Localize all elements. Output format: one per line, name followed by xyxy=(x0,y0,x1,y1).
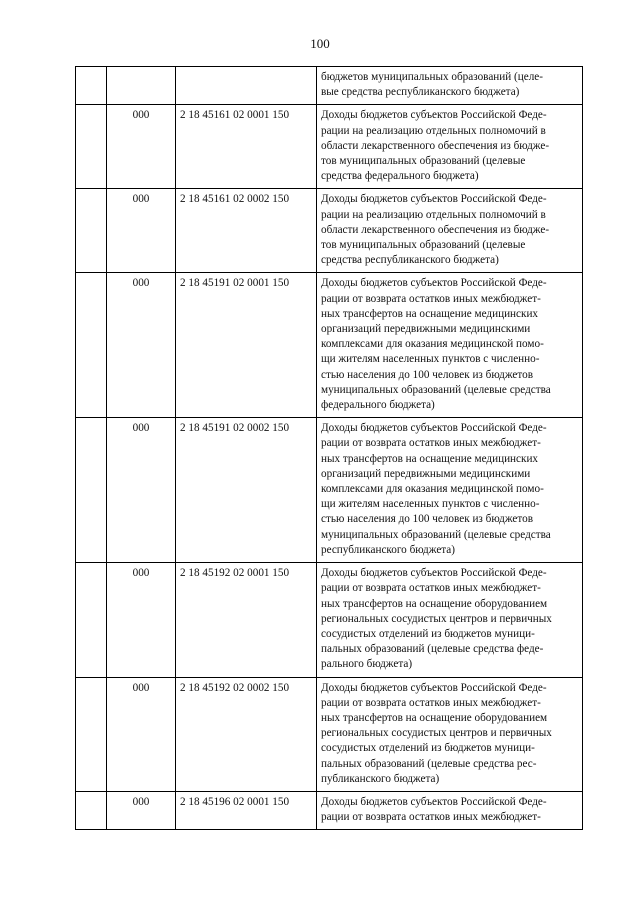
empty-cell xyxy=(76,418,107,563)
description-line: организаций передвижными медицинскими xyxy=(321,323,531,336)
description-cell xyxy=(317,418,583,563)
budget-code-cell: 2 18 45191 02 0002 150 xyxy=(176,418,317,563)
description-line: щи жителям населенных пунктов с численно- xyxy=(321,498,540,511)
budget-code-cell: 2 18 45161 02 0001 150 xyxy=(176,105,317,189)
description-line: рации от возврата остатков иных межбюджет- xyxy=(321,811,541,824)
description-cell xyxy=(317,677,583,791)
description-line: рального бюджета) xyxy=(321,658,413,671)
admin-code-cell: 000 xyxy=(107,105,176,189)
description-line: щи жителям населенных пунктов с численно- xyxy=(321,353,540,366)
description-line: стью населения до 100 человек из бюджетов xyxy=(321,513,533,526)
description-line: региональных сосудистых центров и первичных xyxy=(321,612,552,625)
description-line: тов муниципальных образований (целевые xyxy=(321,239,526,252)
admin-code-cell xyxy=(107,67,176,105)
description-cell xyxy=(317,189,583,273)
description-line: рации на реализацию отдельных полномочий в xyxy=(321,208,546,221)
description-line: пальных образований (целевые средства рес- xyxy=(321,757,537,770)
description-line: рации от возврата остатков иных межбюджет- xyxy=(321,292,541,305)
description-line: сосудистых отделений из бюджетов муници- xyxy=(321,742,535,755)
table-row xyxy=(76,67,583,105)
description-line: пальных образований (целевые средства феде- xyxy=(321,643,544,656)
empty-cell xyxy=(76,67,107,105)
description-line: Доходы бюджетов субъектов Российской Феде- xyxy=(321,567,547,580)
table-row xyxy=(76,105,583,189)
description-line: комплексами для оказания медицинской помо- xyxy=(321,338,544,351)
description-line: муниципальных образований (целевые средства xyxy=(321,528,551,541)
description-line: стью населения до 100 человек из бюджетов xyxy=(321,368,533,381)
table-row xyxy=(76,189,583,273)
description-line: рации на реализацию отдельных полномочий в xyxy=(321,124,546,137)
description-line: ных трансфертов на оснащение медицинских xyxy=(321,307,539,320)
description-line: Доходы бюджетов субъектов Российской Феде- xyxy=(321,193,547,206)
empty-cell xyxy=(76,105,107,189)
description-cell xyxy=(317,563,583,677)
description-cell xyxy=(317,273,583,418)
page-number: 100 xyxy=(310,36,330,51)
admin-code-cell: 000 xyxy=(107,791,176,829)
description-line: области лекарственного обеспечения из бюдже- xyxy=(321,223,550,236)
description-cell xyxy=(317,791,583,829)
description-line: вые средства республиканского бюджета) xyxy=(321,86,520,99)
admin-code-cell: 000 xyxy=(107,563,176,677)
description-line: средства федерального бюджета) xyxy=(321,170,479,183)
description-line: публиканского бюджета) xyxy=(321,772,440,785)
admin-code-cell: 000 xyxy=(107,418,176,563)
description-line: организаций передвижными медицинскими xyxy=(321,467,531,480)
description-line: ных трансфертов на оснащение оборудованием xyxy=(321,711,548,724)
table-row xyxy=(76,791,583,829)
description-line: области лекарственного обеспечения из бюдже- xyxy=(321,139,550,152)
budget-code-cell: 2 18 45192 02 0002 150 xyxy=(176,677,317,791)
admin-code-cell: 000 xyxy=(107,273,176,418)
empty-cell xyxy=(76,563,107,677)
description-line: республиканского бюджета) xyxy=(321,543,456,556)
description-cell xyxy=(317,67,583,105)
budget-code-cell xyxy=(176,67,317,105)
description-line: Доходы бюджетов субъектов Российской Феде- xyxy=(321,795,547,808)
description-line: сосудистых отделений из бюджетов муници- xyxy=(321,627,535,640)
description-line: Доходы бюджетов субъектов Российской Феде- xyxy=(321,422,547,435)
description-line: федерального бюджета) xyxy=(321,399,435,412)
description-line: тов муниципальных образований (целевые xyxy=(321,155,526,168)
table-row xyxy=(76,563,583,677)
empty-cell xyxy=(76,791,107,829)
description-line: муниципальных образований (целевые средства xyxy=(321,383,551,396)
description-line: Доходы бюджетов субъектов Российской Феде- xyxy=(321,681,547,694)
admin-code-cell: 000 xyxy=(107,677,176,791)
admin-code-cell: 000 xyxy=(107,189,176,273)
description-line: региональных сосудистых центров и первичных xyxy=(321,727,552,740)
description-line: средства республиканского бюджета) xyxy=(321,254,499,267)
budget-code-cell: 2 18 45161 02 0002 150 xyxy=(176,189,317,273)
empty-cell xyxy=(76,677,107,791)
description-cell xyxy=(317,105,583,189)
description-line: ных трансфертов на оснащение оборудованием xyxy=(321,597,548,610)
budget-code-cell: 2 18 45191 02 0001 150 xyxy=(176,273,317,418)
empty-cell xyxy=(76,273,107,418)
empty-cell xyxy=(76,189,107,273)
table-body xyxy=(76,67,583,830)
description-line: рации от возврата остатков иных межбюджет- xyxy=(321,582,541,595)
budget-code-cell: 2 18 45196 02 0001 150 xyxy=(176,791,317,829)
table-row xyxy=(76,677,583,791)
description-line: бюджетов муниципальных образований (целе- xyxy=(321,71,543,83)
budget-classification-table xyxy=(75,66,583,830)
description-line: ных трансфертов на оснащение медицинских xyxy=(321,452,539,465)
description-line: Доходы бюджетов субъектов Российской Феде- xyxy=(321,277,547,290)
description-line: рации от возврата остатков иных межбюджет- xyxy=(321,696,541,709)
table-row xyxy=(76,273,583,418)
description-line: Доходы бюджетов субъектов Российской Феде- xyxy=(321,109,547,122)
description-line: рации от возврата остатков иных межбюджет- xyxy=(321,437,541,450)
description-line: комплексами для оказания медицинской помо- xyxy=(321,483,544,496)
table-row xyxy=(76,418,583,563)
budget-code-cell: 2 18 45192 02 0001 150 xyxy=(176,563,317,677)
